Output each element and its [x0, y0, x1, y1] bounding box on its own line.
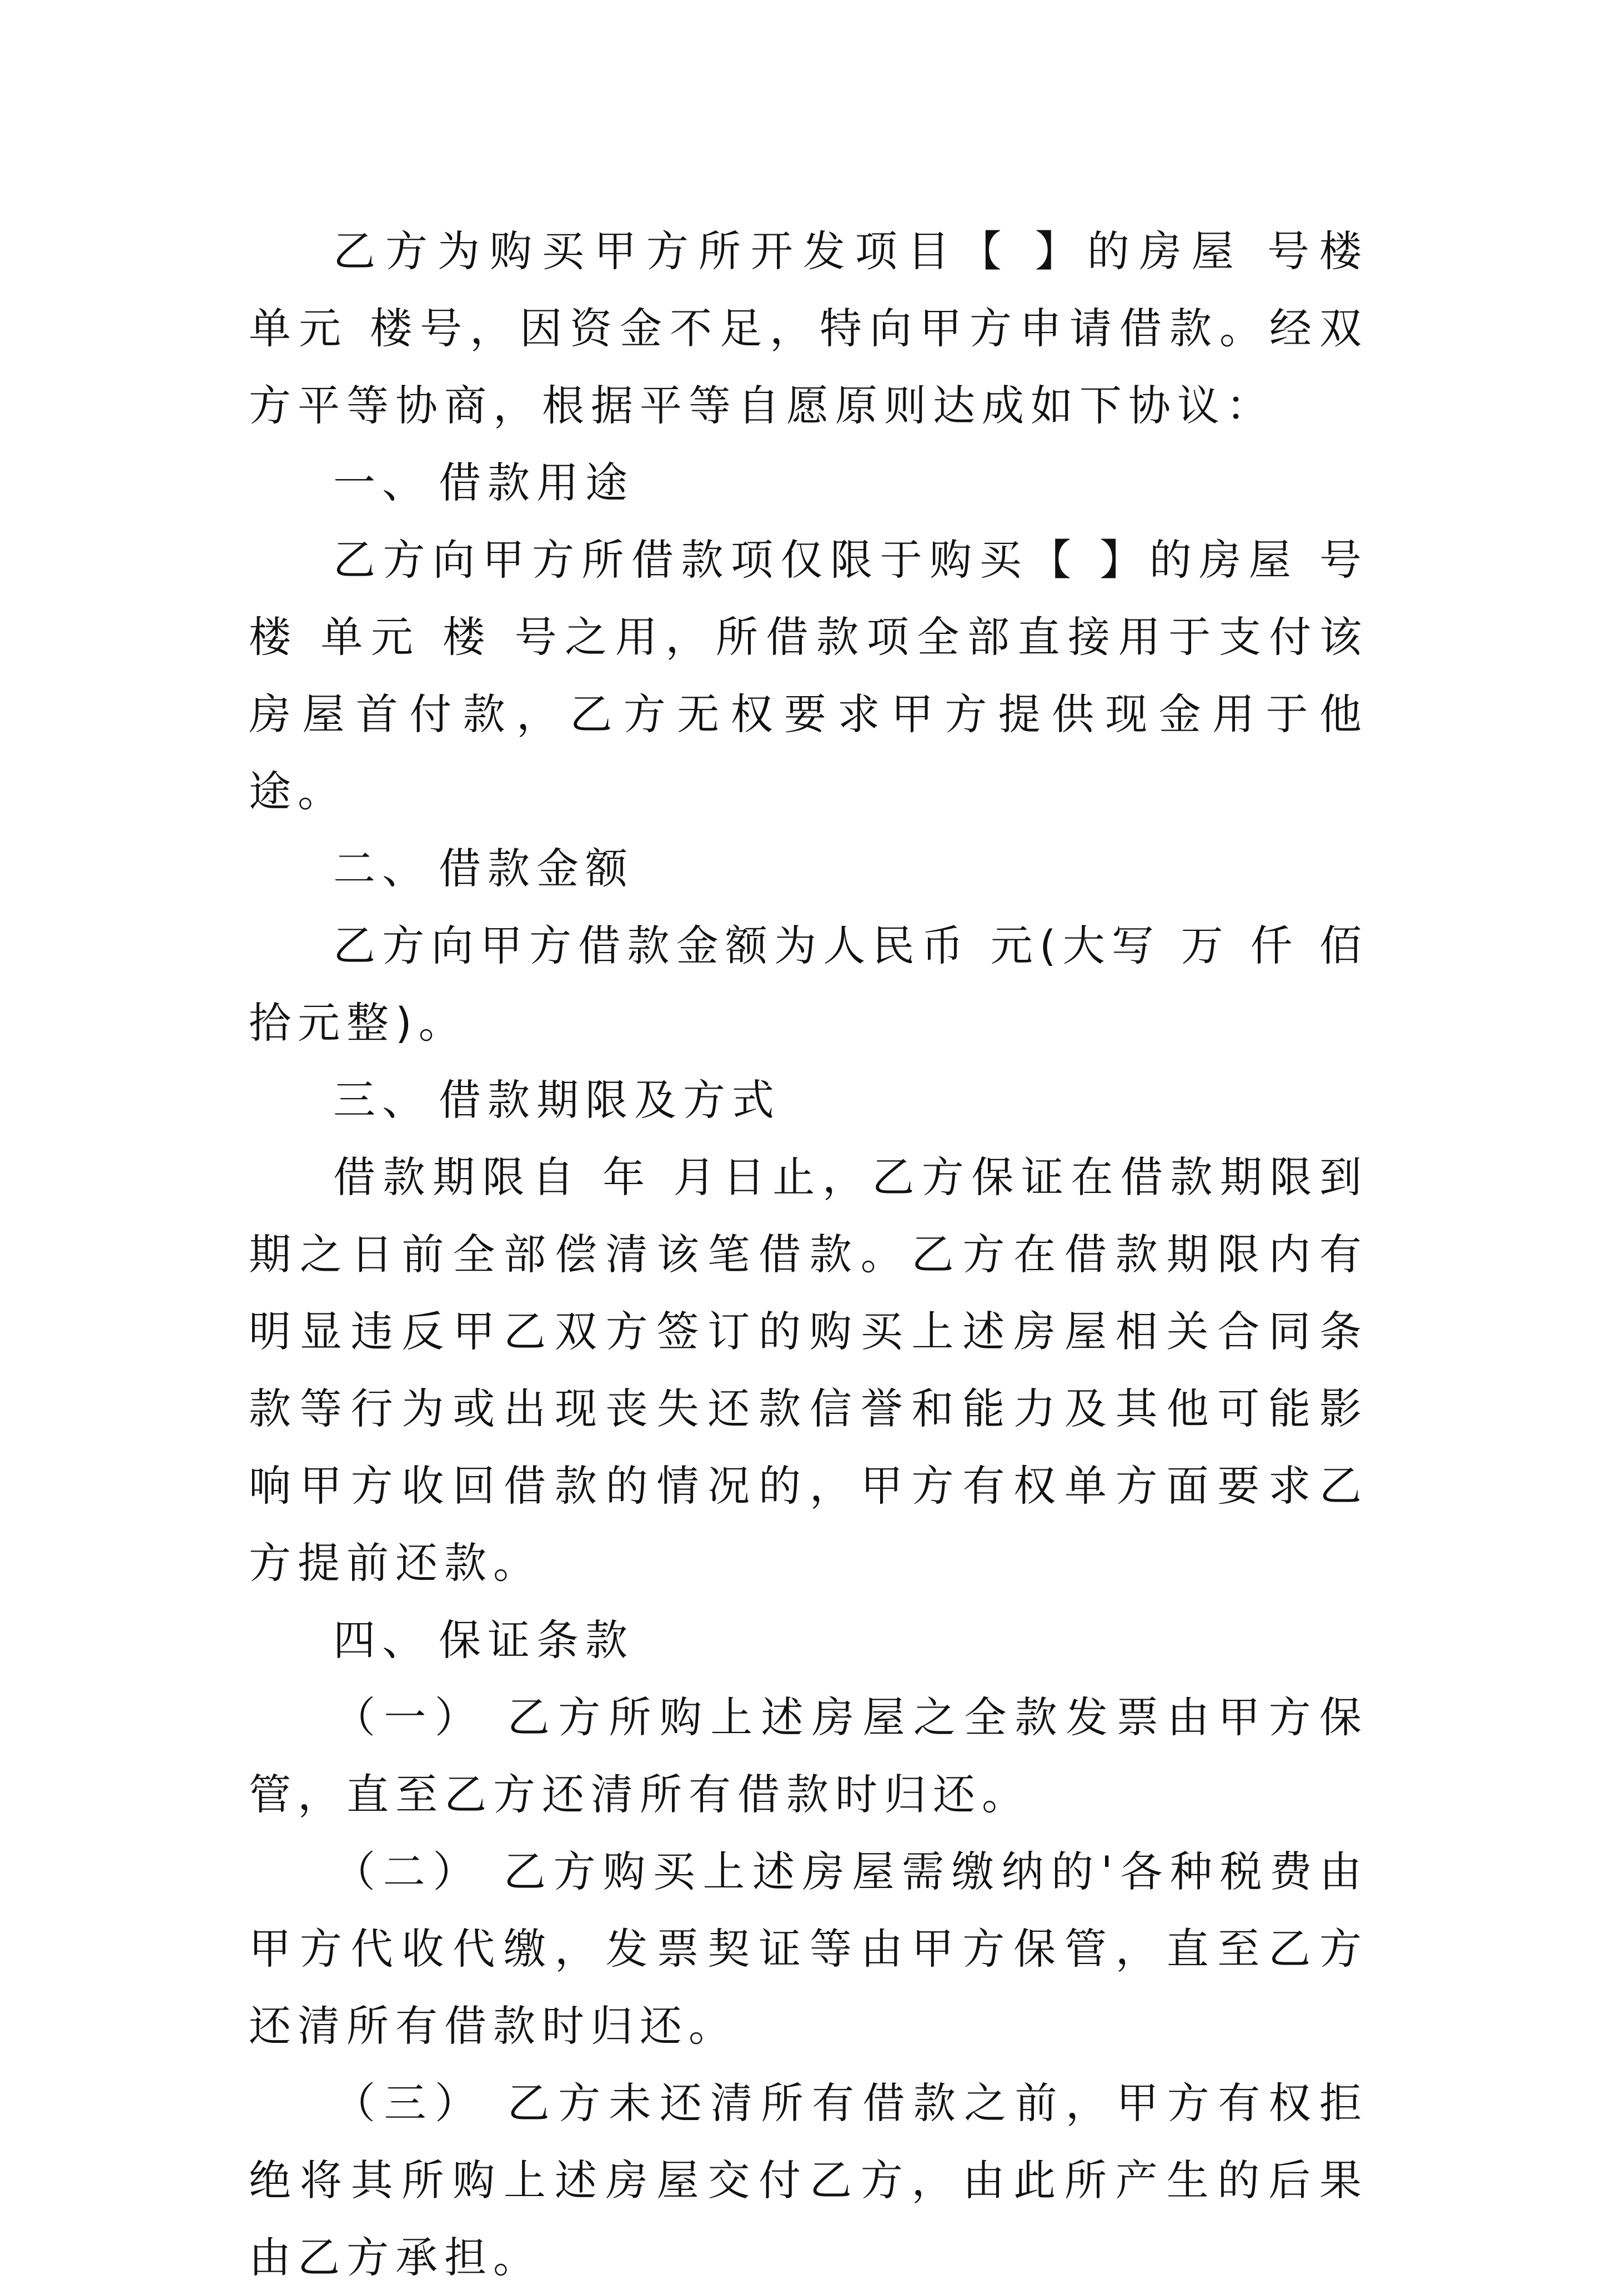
guarantee-clause-1: （一） 乙方所购上述房屋之全款发票由甲方保管，直至乙方还清所有借款时归还。: [249, 1693, 1368, 1819]
loan-purpose-paragraph: 乙方向甲方所借款项仅限于购买【 】的房屋 号楼 单元 楼 号之用，所借款项全部直接用于支付该房屋首付款，乙方无权要求甲方提供现金用于他途。: [249, 535, 1368, 816]
section-heading-3: [249, 1061, 1368, 1139]
section-title: 借款期限及方式: [439, 1075, 781, 1125]
section-title: 借款金额: [439, 844, 634, 893]
section-heading-4: [249, 1602, 1368, 1679]
section-number: 一、: [333, 458, 431, 507]
section-title: 保证条款: [439, 1615, 634, 1665]
section-title: 借款用途: [439, 458, 634, 507]
guarantee-clause-2: （二） 乙方购买上述房屋需缴纳的'各种税费由甲方代收代缴，发票契证等由甲方保管，直至乙方还清所有借款时归还。: [249, 1847, 1368, 2051]
section-number: 二、: [333, 844, 431, 893]
section-heading-2: [249, 830, 1368, 907]
section-heading-1: [249, 444, 1368, 521]
loan-amount-paragraph: 乙方向甲方借款金额为人民币 元(大写 万 仟 佰 拾元整)。: [249, 921, 1368, 1048]
guarantee-clause-3: （三） 乙方未还清所有借款之前，甲方有权拒绝将其所购上述房屋交付乙方，由此所产生的后果由乙方承担。: [249, 2078, 1368, 2282]
intro-paragraph: 乙方为购买甲方所开发项目【 】的房屋 号楼 单元 楼号，因资金不足，特向甲方申请借款。经双方平等协商，根据平等自愿原则达成如下协议：: [249, 226, 1368, 430]
loan-term-paragraph: 借款期限自 年 月日止，乙方保证在借款期限到期之日前全部偿清该笔借款。乙方在借款期限内有明显违反甲乙双方签订的购买上述房屋相关合同条款等行为或出现丧失还款信誉和能力及其他可能影响甲方收回借款的情况的，甲方有权单方面要求乙方提前还款。: [249, 1152, 1368, 1588]
section-number: 四、: [333, 1615, 431, 1665]
section-number: 三、: [333, 1075, 431, 1125]
document-body: [249, 213, 1368, 2296]
